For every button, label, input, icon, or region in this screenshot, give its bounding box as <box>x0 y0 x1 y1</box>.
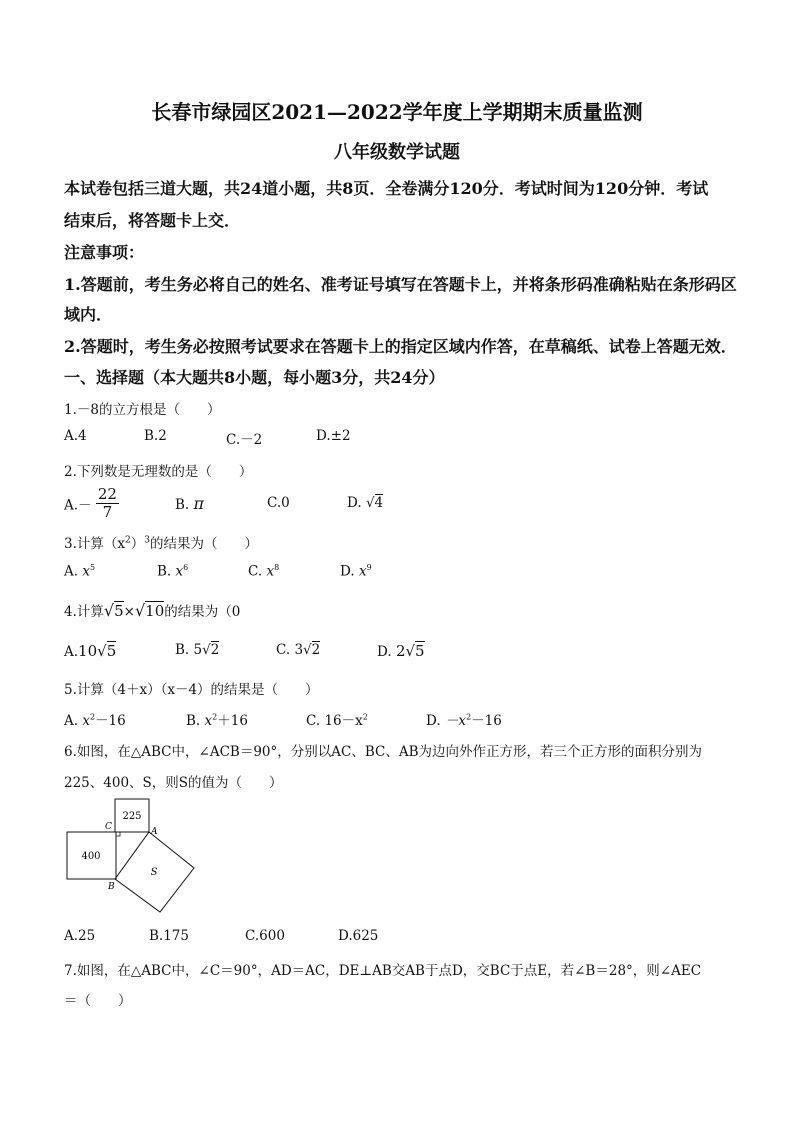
q6-option-d: D.625 <box>338 928 379 944</box>
q4-radicand-2: 10 <box>145 602 165 620</box>
q3-a-exp: 5 <box>89 563 96 572</box>
right-angle-mark <box>116 832 120 836</box>
q2-option-a <box>64 486 119 521</box>
q3-stem-pre: 3.计算（x <box>64 536 125 552</box>
q2-b-label: B. <box>175 497 190 513</box>
q2-a-prefix: A.－ <box>64 497 92 514</box>
q1-option-b: B.2 <box>144 428 167 444</box>
q3-option-a <box>64 563 95 580</box>
notice-item-2: 2.答题时，考生务必按照考试要求在答题卡上的指定区域内作答，在草稿纸、试卷上答题无效． <box>64 337 737 356</box>
q5-c-label: C. <box>306 713 321 729</box>
q4-c-label: C. <box>276 642 291 658</box>
q3-option-c <box>248 563 279 580</box>
question-7-line-2: ＝（ ） <box>64 993 132 1009</box>
q2-a-numerator: 22 <box>97 485 117 503</box>
q3-d-exp: 9 <box>366 563 372 572</box>
q3-d-var: x <box>358 563 367 580</box>
section-1-heading: 一、选择题（本大题共8小题，每小题3分，共24分） <box>64 368 445 387</box>
notice-heading: 注意事项： <box>64 243 145 262</box>
q5-b-expr-pre: x <box>204 713 213 729</box>
q3-a-label: A. <box>64 563 79 580</box>
q3-stem-exp2: 3 <box>144 535 150 546</box>
q4-c-radicand: 2 <box>311 642 321 658</box>
q4-a-radicand: 5 <box>106 642 117 660</box>
q4-a-label: A. <box>64 644 79 660</box>
question-3-stem <box>64 532 258 552</box>
q6-option-b: B.175 <box>149 928 189 944</box>
exam-title: 长春市绿园区2021—2022学年度上学期期末质量监测 <box>151 100 643 124</box>
q4-times: × <box>123 604 135 620</box>
label-a: A <box>151 827 158 837</box>
q2-option-d <box>347 495 383 511</box>
q4-b-coef: 5 <box>193 642 203 658</box>
q5-b-exp: 2 <box>212 712 218 722</box>
intro-line-2: 结束后，将答题卡上交． <box>64 211 241 230</box>
q3-c-var: x <box>266 563 275 580</box>
q5-a-exp: 2 <box>89 712 96 722</box>
q5-d-label: D. <box>426 713 441 729</box>
notice-item-1-line-1: 1.答题前，考生务必将自己的姓名、准考证号填写在答题卡上，并将条形码准确粘贴在条形码区 <box>64 275 737 294</box>
q4-option-c <box>276 642 320 658</box>
sqrt-icon: √ <box>303 642 312 658</box>
label-s: S <box>150 867 158 878</box>
q2-b-pi: π <box>193 494 205 513</box>
intro-line-1: 本试卷包括三道大题，共24道小题，共8页．全卷满分120分．考试时间为120分钟．考试 <box>64 179 709 198</box>
sqrt-icon: √ <box>405 642 416 660</box>
q1-option-c: C.－2 <box>226 432 263 448</box>
q3-option-d <box>340 563 372 580</box>
q3-c-label: C. <box>248 563 263 580</box>
pythagoras-squares-figure <box>60 796 210 916</box>
q3-b-label: B. <box>157 563 172 580</box>
q4-option-d <box>377 642 425 660</box>
label-b: B <box>108 882 115 892</box>
q3-c-exp: 8 <box>274 563 280 572</box>
q5-d-expr-post: －16 <box>471 713 502 729</box>
q4-b-radicand: 2 <box>210 642 220 658</box>
label-225: 225 <box>122 811 142 822</box>
q1-option-a: A.4 <box>64 428 87 444</box>
q2-d-radicand: 4 <box>374 495 384 511</box>
sqrt-icon: √ <box>97 642 107 660</box>
q6-option-c: C.600 <box>245 928 285 944</box>
question-6-line-2: 225、400、S，则S的值为（ ） <box>64 775 283 791</box>
q5-b-expr-post: ＋16 <box>217 713 248 729</box>
q5-a-expr-pre: x <box>82 713 90 729</box>
label-c: C <box>105 822 112 832</box>
sqrt-icon: √ <box>103 601 115 620</box>
q5-option-c <box>306 709 368 729</box>
q2-a-denominator: 7 <box>102 503 113 521</box>
q4-a-coef: 10 <box>78 642 98 660</box>
sqrt-icon: √ <box>202 642 211 658</box>
q5-option-a <box>64 709 126 729</box>
q4-d-radicand: 5 <box>415 642 425 660</box>
question-6-line-1: 6.如图，在△ABC中，∠ACB＝90°，分别以AC、BC、AB为边向外作正方形，若三个正方形的面积分别为 <box>64 744 702 760</box>
q1-option-d: D.±2 <box>316 428 351 444</box>
q5-b-label: B. <box>186 713 201 729</box>
question-5-stem: 5.计算（4＋x）（x－4）的结果是（ ） <box>64 682 319 698</box>
q2-a-fraction <box>96 486 119 521</box>
q4-b-label: B. <box>175 642 190 658</box>
q3-b-exp: 6 <box>183 563 189 572</box>
q2-option-c: C.0 <box>267 495 290 511</box>
q5-d-exp: 2 <box>466 712 472 722</box>
q5-option-b <box>186 709 248 729</box>
q4-option-b <box>175 642 219 658</box>
sqrt-icon: √ <box>134 601 146 620</box>
question-2-stem: 2.下列数是无理数的是（ ） <box>64 464 253 480</box>
q3-stem-mid: ） <box>130 536 145 552</box>
q3-option-b <box>157 563 188 580</box>
q4-d-coef: 2 <box>395 642 406 660</box>
q4-c-coef: 3 <box>294 642 304 658</box>
q5-a-label: A. <box>64 713 79 729</box>
q5-a-expr-post: －16 <box>95 713 126 729</box>
q5-c-exp: 2 <box>362 712 368 722</box>
q5-d-expr-pre: －x <box>444 713 467 729</box>
question-7-line-1: 7.如图，在△ABC中，∠C＝90°，AD＝AC，DE⊥AB交AB于点D，交BC于点E，若∠B＝28°，则∠AEC <box>64 963 702 979</box>
q4-d-label: D. <box>377 644 392 660</box>
q5-c-expr-pre: 16－x <box>324 713 363 729</box>
q3-b-var: x <box>175 563 184 580</box>
q3-a-var: x <box>82 563 90 580</box>
q2-d-label: D. <box>347 495 362 511</box>
q4-stem-post: 的结果为（0 <box>164 604 241 620</box>
q5-option-d <box>426 709 502 729</box>
q4-radicand-1: 5 <box>114 602 124 620</box>
q2-option-b <box>175 494 204 513</box>
exam-subtitle: 八年级数学试题 <box>334 142 460 163</box>
q3-stem-post: 的结果为（ ） <box>149 536 258 552</box>
question-1-stem: 1.－8的立方根是（ ） <box>64 402 221 418</box>
question-4-stem <box>64 600 240 620</box>
q4-stem-pre: 4.计算 <box>64 604 104 620</box>
notice-item-1-line-2: 域内． <box>64 305 113 324</box>
q3-d-label: D. <box>340 563 355 580</box>
q4-option-a <box>64 642 116 660</box>
label-400: 400 <box>81 851 101 862</box>
sqrt-icon: √ <box>365 495 375 511</box>
q3-stem-exp: 2 <box>125 535 131 546</box>
q6-option-a: A.25 <box>64 928 96 944</box>
